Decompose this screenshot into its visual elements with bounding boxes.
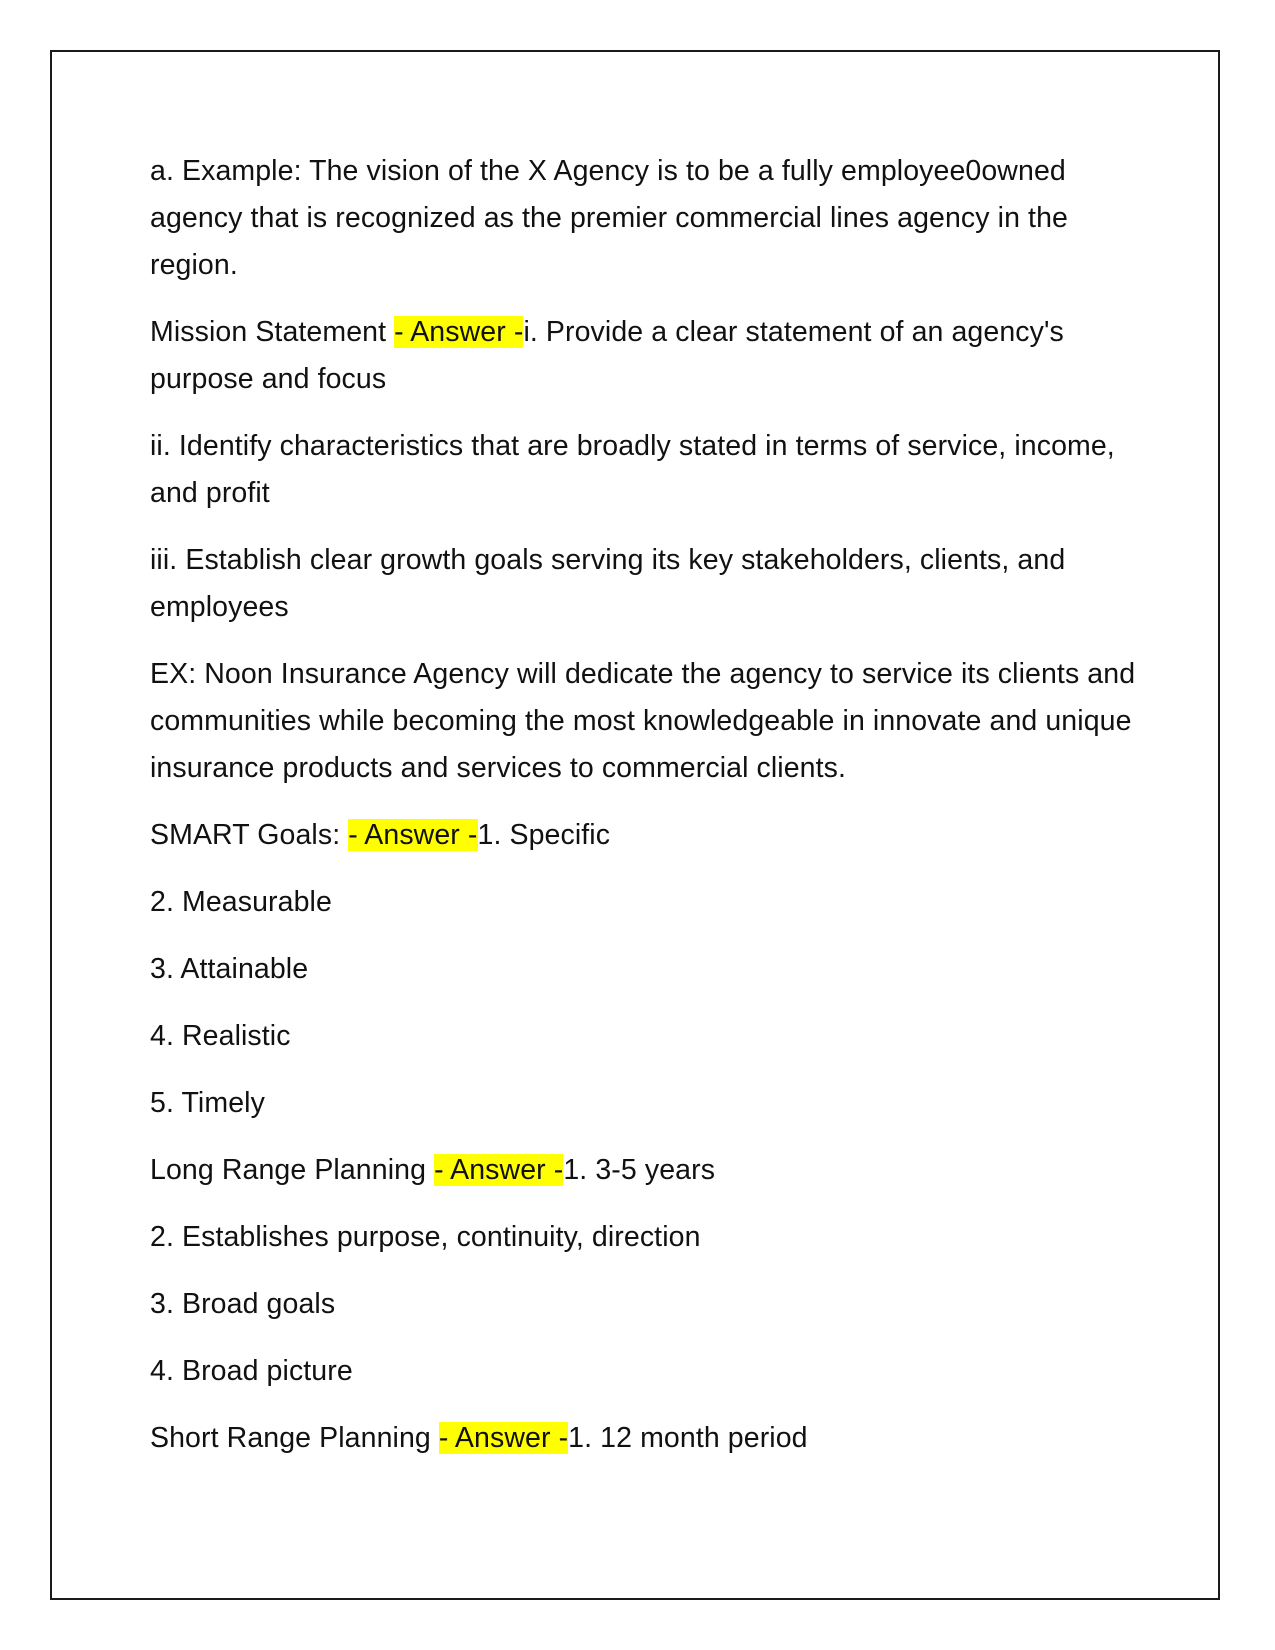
term-label: Mission Statement — [150, 316, 395, 348]
paragraph-smart-item-5 — [150, 1080, 1140, 1127]
document-body — [150, 148, 1140, 1482]
paragraph-vision-example — [150, 148, 1140, 289]
paragraph-text: 3. Attainable — [150, 953, 309, 985]
answer-text: 1. 12 month period — [568, 1422, 808, 1454]
term-label: Long Range Planning — [150, 1154, 435, 1186]
paragraph-text: ii. Identify characteristics that are broadly stated in terms of service, income, and profit — [150, 430, 1115, 509]
paragraph-text: 4. Broad picture — [150, 1355, 353, 1387]
paragraph-mission-item-iii — [150, 537, 1140, 631]
paragraph-text: 5. Timely — [150, 1087, 265, 1119]
paragraph-mission-statement — [150, 309, 1140, 403]
paragraph-mission-example — [150, 651, 1140, 792]
paragraph-mission-item-ii — [150, 423, 1140, 517]
paragraph-text: 3. Broad goals — [150, 1288, 336, 1320]
answer-text: i. Provide a clear statement of an agency's purpose and focus — [150, 316, 1064, 395]
answer-highlight: - Answer - — [434, 1154, 564, 1186]
paragraph-long-range-planning — [150, 1147, 1140, 1194]
paragraph-short-range-planning — [150, 1415, 1140, 1462]
paragraph-smart-item-3 — [150, 946, 1140, 993]
paragraph-smart-item-4 — [150, 1013, 1140, 1060]
paragraph-text: iii. Establish clear growth goals serving its key stakeholders, clients, and employees — [150, 544, 1066, 623]
paragraph-smart-goals — [150, 812, 1140, 859]
paragraph-text: a. Example: The vision of the X Agency is to be a fully employee0owned agency that is recognized as the premier commercial lines agency in the region. — [150, 155, 1068, 281]
term-label: SMART Goals: — [150, 819, 349, 851]
term-label: Short Range Planning — [150, 1422, 439, 1454]
paragraph-text: 2. Establishes purpose, continuity, direction — [150, 1221, 701, 1253]
paragraph-long-range-item-2 — [150, 1214, 1140, 1261]
answer-highlight: - Answer - — [394, 316, 524, 348]
paragraph-long-range-item-3 — [150, 1281, 1140, 1328]
paragraph-long-range-item-4 — [150, 1348, 1140, 1395]
paragraph-text: 4. Realistic — [150, 1020, 291, 1052]
paragraph-text: 2. Measurable — [150, 886, 332, 918]
paragraph-smart-item-2 — [150, 879, 1140, 926]
answer-highlight: - Answer - — [348, 819, 478, 851]
answer-text: 1. Specific — [477, 819, 611, 851]
answer-highlight: - Answer - — [438, 1422, 569, 1454]
answer-text: 1. 3-5 years — [563, 1154, 716, 1186]
paragraph-text: EX: Noon Insurance Agency will dedicate the agency to service its clients and communities while becoming the most knowledgeable in innovate and unique insurance products and services to commercial clients. — [150, 658, 1136, 784]
